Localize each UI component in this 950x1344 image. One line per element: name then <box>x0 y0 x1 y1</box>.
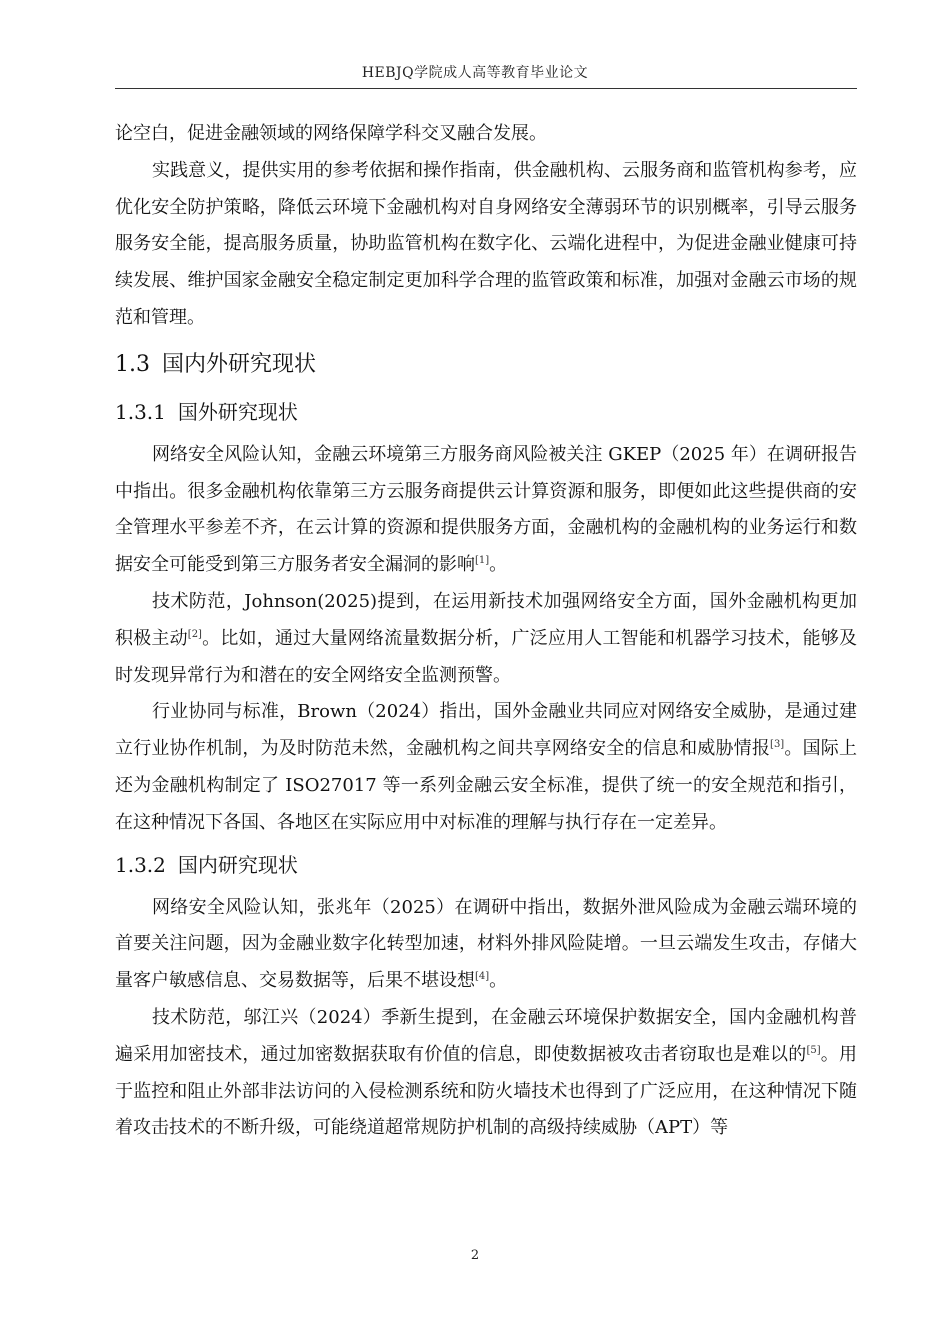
paragraph-text: 。国际上还为金融机构制定了 ISO27017 等一系列金融云安全标准，提供了统一的安全规范和指引，在这种情况下各国、各地区在实际应用中对标准的理解与执行存在一定差异。 <box>115 738 858 833</box>
citation-ref: [4] <box>475 971 490 983</box>
subsection-heading-1-3-1 <box>115 393 857 431</box>
page-number: 2 <box>470 1248 480 1263</box>
paragraph-domestic-risk <box>115 890 857 1000</box>
citation-ref: [1] <box>475 555 490 567</box>
section-heading-1-3 <box>115 345 857 385</box>
section-number: 1.3 <box>115 351 150 377</box>
subsection-heading-1-3-2 <box>115 846 857 884</box>
paragraph-text: 。用于监控和阻止外部非法访问的入侵检测系统和防火墙技术也得到了广泛应用，在这种情况下随着攻击技术的不断升级，可能绕道超常规防护机制的高级持续威胁（APT）等 <box>115 1043 858 1139</box>
paragraph-continuation: 论空白，促进金融领域的网络保障学科交叉融合发展。 <box>115 123 547 144</box>
running-header: HEBJQ学院成人高等教育毕业论文 <box>361 65 589 81</box>
citation-ref: [5] <box>806 1044 821 1056</box>
header-rule <box>115 88 857 89</box>
paragraph-foreign-risk <box>115 437 857 584</box>
subsection-title: 国内研究现状 <box>177 852 298 877</box>
paragraph-text: 网络安全风险认知，金融云环境第三方服务商风险被关注 GKEP（2025 年）在调研报告中指出。很多金融机构依靠第三方云服务商提供云计算资源和服务，即便如此这些提供商的安全管理水平参差不齐，在云计算的资源和提供服务方面，金融机构的金融机构的业务运行和数据安全可能受到第三方服务者安全漏洞的影响 <box>115 443 857 576</box>
citation-ref: [2] <box>187 628 202 640</box>
paragraph-text: 。 <box>489 970 508 992</box>
page-body <box>115 116 857 1147</box>
citation-ref: [3] <box>770 739 785 751</box>
paragraph-text: 。 <box>489 554 508 576</box>
section-title: 国内外研究现状 <box>162 351 317 377</box>
paragraph-text: 。比如，通过大量网络流量数据分析，广泛应用人工智能和机器学习技术，能够及时发现异常行为和潜在的安全网络安全监测预警。 <box>115 627 858 686</box>
paragraph-practical-significance: 实践意义，提供实用的参考依据和操作指南，供金融机构、云服务商和监管机构参考，应优化安全防护策略，降低云环境下金融机构对自身网络安全薄弱环节的识别概率，引导云服务服务安全能，提高服务质量，协助监管机构在数字化、云端化进程中，为促进金融业健康可持续发展、维护国家金融安全稳定制定更加科学合理的监管政策和标准，加强对金融云市场的规范和管理。 <box>115 159 857 328</box>
subsection-number: 1.3.2 <box>115 852 166 877</box>
subsection-number: 1.3.1 <box>115 399 166 424</box>
subsection-title: 国外研究现状 <box>177 399 298 424</box>
paragraph-text: 技术防范，Johnson(2025)提到，在运用新技术加强网络安全方面，国外金融机构更加积极主动 <box>115 590 857 649</box>
paragraph-text: 网络安全风险认知，张兆年（2025）在调研中指出，数据外泄风险成为金融云端环境的首要关注问题，因为金融业数字化转型加速，材料外排风险陡增。一旦云端发生攻击，存储大量客户敏感信息、交易数据等，后果不堪设想 <box>115 896 857 992</box>
paragraph-domestic-tech <box>115 1000 857 1147</box>
paragraph-text: 行业协同与标准，Brown（2024）指出，国外金融业共同应对网络安全威胁，是通过建立行业协作机制，为及时防范未然，金融机构之间共享网络安全的信息和威胁情报 <box>115 701 857 760</box>
paragraph-foreign-standards <box>115 694 857 841</box>
paragraph-text: 技术防范，邬江兴（2024）季新生提到，在金融云环境保护数据安全，国内金融机构普遍采用加密技术，通过加密数据获取有价值的信息，即使数据被攻击者窃取也是难以的 <box>115 1006 857 1065</box>
paragraph-foreign-tech <box>115 584 857 694</box>
